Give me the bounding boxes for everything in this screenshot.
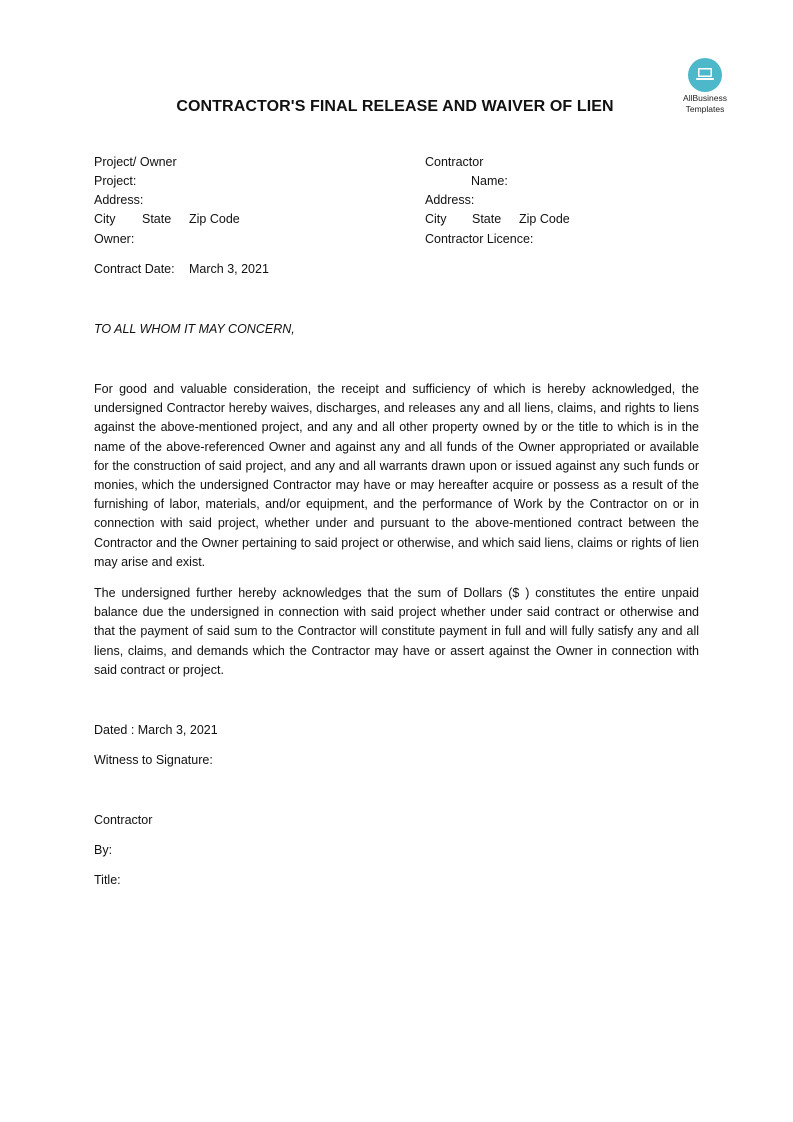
owner-city-label: City <box>94 212 116 226</box>
contractor-zip-label: Zip Code <box>519 212 570 226</box>
project-owner-heading: Project/ Owner <box>94 155 177 169</box>
signature-by-label: By: <box>94 843 113 857</box>
logo-text-line1: AllBusiness <box>683 93 727 103</box>
salutation: TO ALL WHOM IT MAY CONCERN, <box>94 322 295 336</box>
document-title: CONTRACTOR'S FINAL RELEASE AND WAIVER OF LIEN <box>176 98 614 115</box>
owner-state-label: State <box>142 212 172 226</box>
owner-address-label: Address: <box>94 193 144 207</box>
contractor-city-label: City <box>425 212 447 226</box>
contractor-licence-label: Contractor Licence: <box>425 232 534 246</box>
witness-label: Witness to Signature: <box>94 753 213 767</box>
release-paragraph: For good and valuable consideration, the receipt and sufficiency of which is hereby acknowledged, the undersigned Contractor hereby waives, discharges, and releases any and all liens, claims, and rights to liens against the above-mentioned project, and any and all other property owned by or the title to which is in the name of the above-referenced Owner and against any and all funds of the Owner appropriated or available for the construction of said project, and any and all warrants drawn upon or issued against any such funds or monies, which the undersigned Contractor may have or may hereafter acquire or possess as a result of the furnishing of labor, materials, and/or equipment, and the performance of Work by the Contractor on or in connection with said project, whether under and pursuant to the above-mentioned contract between the Contractor and the Owner pertaining to said project or otherwise, and which said liens, claims or rights of lien may arise and exist. <box>94 382 699 569</box>
dated-line: Dated : March 3, 2021 <box>94 723 218 737</box>
signature-contractor-label: Contractor <box>94 813 153 827</box>
contractor-name-label: Name: <box>471 174 508 188</box>
signature-title-label: Title: <box>94 873 121 887</box>
owner-zip-label: Zip Code <box>189 212 240 226</box>
logo-text-line2: Templates <box>685 104 725 114</box>
contract-date-label: Contract Date: <box>94 262 175 276</box>
contractor-state-label: State <box>472 212 502 226</box>
laptop-icon <box>688 58 722 92</box>
contract-date-value: March 3, 2021 <box>189 262 269 276</box>
contractor-heading: Contractor <box>425 155 484 169</box>
contractor-address-label: Address: <box>425 193 475 207</box>
owner-label: Owner: <box>94 232 135 246</box>
project-label: Project: <box>94 174 137 188</box>
balance-paragraph: The undersigned further hereby acknowledges that the sum of Dollars ($ ) constitutes the entire unpaid balance due the undersigned in connection with said project whether under said contract or otherwise and that the payment of said sum to the Contractor will constitute payment in full and will fully satisfy any and all liens, claims, and demands which the Contractor may have or assert against the Owner in connection with said contract or project. <box>94 586 699 677</box>
